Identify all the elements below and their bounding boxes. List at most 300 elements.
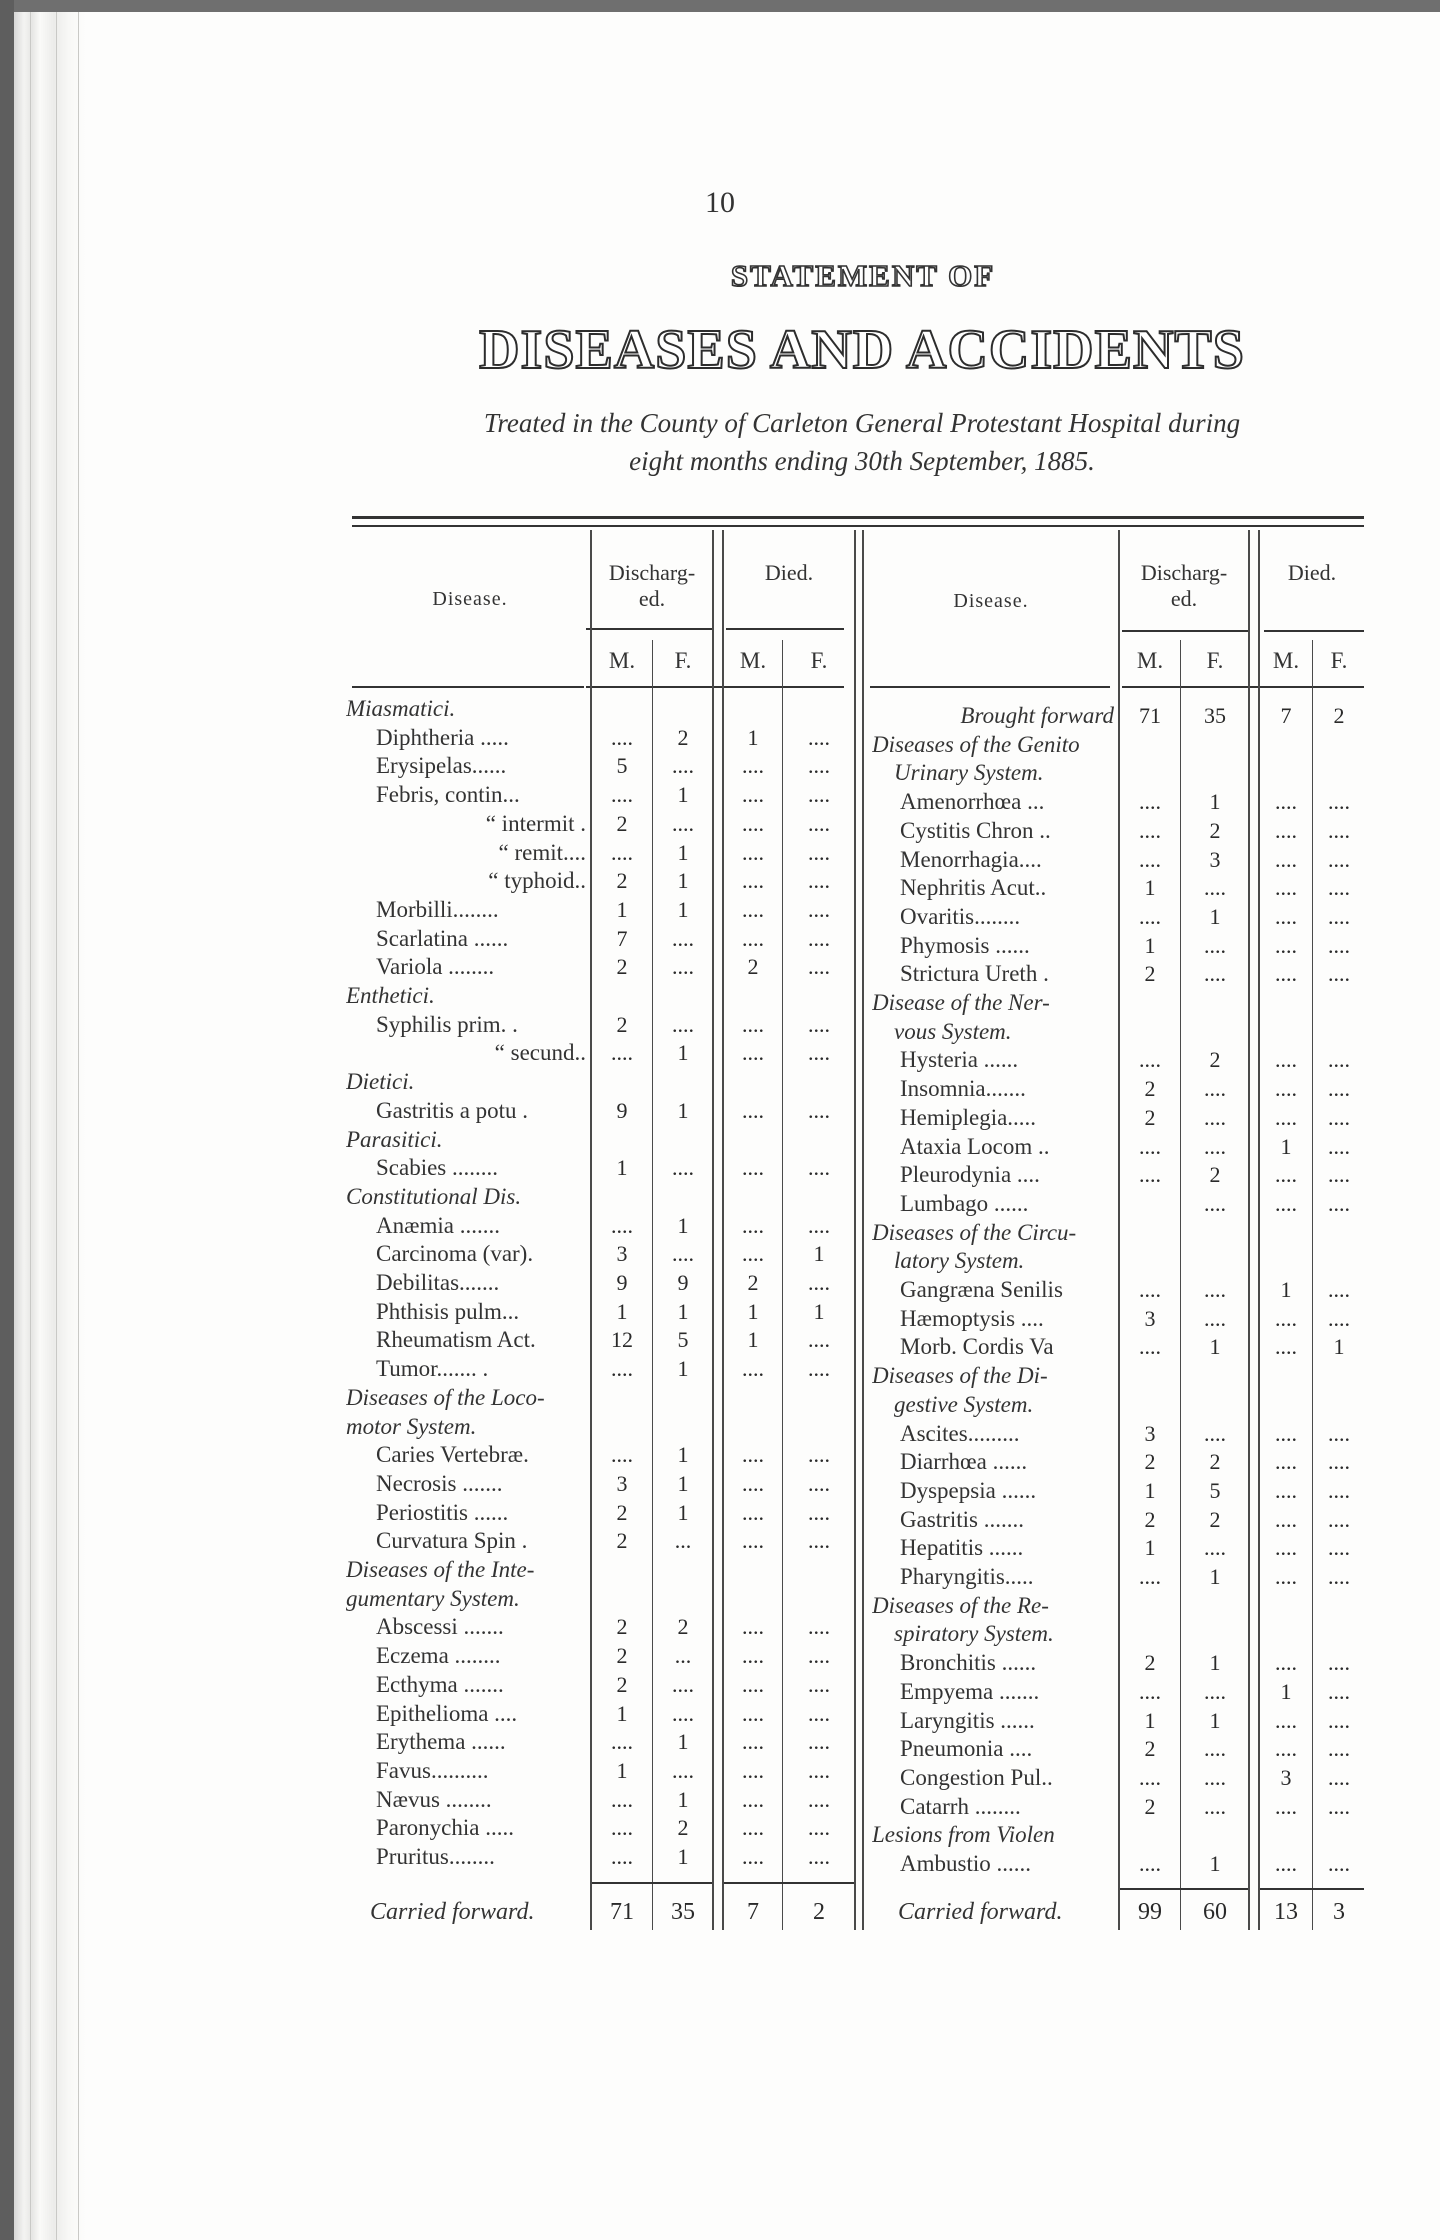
- died-f-value: ....: [1328, 1305, 1350, 1331]
- died-m-value: 1: [747, 724, 759, 750]
- discharged-m-value: 71: [1139, 703, 1161, 728]
- disease-label: Diseases of the Genito: [872, 731, 1080, 757]
- right-total-discharged-f: 60: [1203, 1899, 1227, 1925]
- died-m-value: 1: [1280, 1277, 1292, 1302]
- discharged-f-value: ....: [1204, 875, 1226, 901]
- discharged-f-value: 1: [677, 868, 689, 894]
- disease-label: Menorrhagia....: [900, 846, 1042, 872]
- discharged-rule-left: [586, 628, 712, 630]
- discharged-f-value: [1182, 1362, 1248, 1391]
- died-f-value: [1314, 759, 1364, 788]
- disease-label: Lesions from Violen: [872, 1822, 1055, 1848]
- died-f-value: [1314, 1018, 1364, 1047]
- discharged-f-value: 1: [677, 1786, 689, 1812]
- header-discharged-line1: Discharg-: [1140, 560, 1228, 585]
- discharged-m-value: 1: [1144, 932, 1156, 958]
- discharged-f-value: 1: [677, 1097, 689, 1123]
- discharged-m-value: 2: [1144, 961, 1156, 987]
- discharged-m-value: ....: [611, 1815, 633, 1841]
- disease-label: Epithelioma ....: [376, 1700, 518, 1726]
- discharged-m-value: [1120, 1620, 1180, 1649]
- table-top-rule: [352, 516, 1364, 519]
- disease-label: Syphilis prim. .: [376, 1011, 518, 1037]
- discharged-f-value: [1182, 1018, 1248, 1047]
- totals-row: [0, 1898, 1440, 1927]
- discharged-m-value: 1: [1144, 1477, 1156, 1503]
- left-total-discharged-m: 71: [610, 1899, 634, 1925]
- table-row: [0, 1333, 1440, 1362]
- totals-rule: [1260, 1888, 1364, 1890]
- discharged-f-value: ....: [1204, 1190, 1226, 1216]
- disease-label: Miasmatici.: [346, 696, 456, 721]
- header-rule-right: [870, 686, 1110, 688]
- table-row: [0, 1506, 1440, 1535]
- died-m-value: ....: [742, 1040, 764, 1066]
- died-m-value: ....: [742, 753, 764, 779]
- disease-label: Hepatitis ......: [900, 1535, 1024, 1561]
- disease-label: latory System.: [894, 1248, 1025, 1274]
- table-row: [0, 1391, 1440, 1420]
- died-m-value: ....: [1275, 1449, 1297, 1475]
- disease-label: Tumor....... .: [376, 1356, 489, 1382]
- disease-label: Paronychia .....: [376, 1815, 514, 1841]
- header-died-m-right: M.: [1272, 648, 1300, 673]
- died-f-value: ....: [1328, 1076, 1350, 1102]
- subtitle-line-1: Treated in the County of Carleton General Protestant Hospital during: [483, 408, 1241, 438]
- disease-label: Ambustio ......: [900, 1851, 1031, 1876]
- discharged-m-value: ....: [1139, 789, 1161, 815]
- table-row: [0, 1592, 1440, 1621]
- discharged-f-value: 2: [1209, 1047, 1221, 1073]
- left-carried-forward-label: Carried forward.: [370, 1899, 535, 1925]
- header-discharged-m-left: M.: [608, 648, 636, 673]
- died-m-value: ....: [742, 868, 764, 894]
- died-f-value: ....: [1328, 1190, 1350, 1216]
- discharged-m-value: 2: [1144, 1449, 1156, 1475]
- died-m-value: ....: [1275, 1334, 1297, 1360]
- died-f-value: ....: [808, 753, 830, 779]
- died-f-value: ....: [808, 1155, 830, 1181]
- header-died-right: Died.: [1287, 560, 1337, 585]
- discharged-f-value: 1: [1209, 1707, 1221, 1733]
- died-m-value: [1260, 731, 1312, 760]
- table-row: [0, 1707, 1440, 1736]
- disease-label: motor System.: [346, 1413, 477, 1439]
- died-f-value: ....: [808, 1356, 830, 1382]
- died-m-value: ....: [742, 1844, 764, 1869]
- discharged-m-value: 3: [1144, 1420, 1156, 1446]
- table-row: [0, 1735, 1440, 1764]
- disease-label: Catarrh ........: [900, 1793, 1021, 1819]
- discharged-f-value: ....: [1204, 1277, 1226, 1302]
- died-f-value: [1314, 731, 1364, 760]
- discharged-f-value: ....: [672, 810, 694, 836]
- died-m-value: 3: [1280, 1764, 1292, 1790]
- discharged-m-value: ....: [1139, 1277, 1161, 1302]
- died-m-value: ....: [1275, 1162, 1297, 1188]
- discharged-f-value: ....: [1204, 1305, 1226, 1331]
- died-m-value: 7: [1280, 703, 1292, 728]
- died-f-value: ....: [1328, 961, 1350, 987]
- disease-label: Nephritis Acut..: [900, 875, 1047, 901]
- disease-label: Caries Vertebræ.: [376, 1442, 529, 1468]
- died-m-value: ....: [742, 1442, 764, 1468]
- discharged-m-value: 7: [616, 925, 628, 951]
- discharged-m-value: ....: [611, 782, 633, 808]
- discharged-f-value: 1: [1209, 1851, 1221, 1876]
- discharged-m-value: [1120, 759, 1180, 788]
- discharged-f-value: ....: [672, 954, 694, 980]
- discharged-m-value: 2: [616, 1499, 628, 1525]
- died-f-value: ....: [808, 896, 830, 922]
- discharged-f-value: 1: [677, 1729, 689, 1755]
- disease-label: Bronchitis ......: [900, 1650, 1037, 1676]
- discharged-f-value: 2: [1209, 1506, 1221, 1532]
- died-m-value: ....: [742, 1470, 764, 1496]
- table-row: [0, 1247, 1440, 1276]
- died-m-value: ....: [742, 1643, 764, 1669]
- table-row: [0, 1534, 1440, 1563]
- died-f-value: ....: [1328, 1535, 1350, 1561]
- discharged-f-value: [1182, 1247, 1248, 1276]
- died-m-value: ....: [742, 1241, 764, 1267]
- discharged-f-value: ....: [672, 1671, 694, 1697]
- died-f-value: ....: [808, 1700, 830, 1726]
- discharged-m-value: ....: [1139, 1047, 1161, 1073]
- header-discharged-line2: ed.: [638, 586, 666, 611]
- died-f-value: ....: [808, 724, 830, 750]
- discharged-m-value: ....: [611, 839, 633, 865]
- died-m-value: ....: [1275, 846, 1297, 872]
- discharged-f-value: [1182, 1391, 1248, 1420]
- table-row: [0, 1161, 1440, 1190]
- right-total-died-f: 3: [1333, 1899, 1345, 1925]
- header-died-f-left: F.: [810, 648, 828, 673]
- scan-top-border: [0, 0, 1440, 12]
- discharged-f-value: 2: [677, 1815, 689, 1841]
- discharged-m-value: [1120, 731, 1180, 760]
- discharged-m-value: [1120, 1190, 1180, 1219]
- disease-label: Pruritus........: [376, 1844, 495, 1869]
- header-rule-right-nums: [1122, 686, 1364, 688]
- disease-label: Brought forward: [960, 703, 1114, 728]
- died-m-value: ....: [1275, 1851, 1297, 1876]
- died-m-value: ....: [1275, 1190, 1297, 1216]
- disease-label: Pharyngitis.....: [900, 1564, 1034, 1589]
- died-m-value: ....: [742, 1729, 764, 1755]
- discharged-f-value: [1182, 1219, 1248, 1248]
- discharged-m-value: ....: [611, 1212, 633, 1238]
- disease-label: Diseases of the Loco-: [346, 1384, 545, 1410]
- discharged-m-value: 2: [1144, 1793, 1156, 1819]
- disease-label: Enthetici.: [346, 983, 435, 1008]
- discharged-m-value: 9: [616, 1270, 628, 1295]
- table-row: [0, 1305, 1440, 1334]
- disease-label: vous System.: [894, 1018, 1012, 1044]
- discharged-f-value: 2: [1209, 817, 1221, 843]
- died-m-value: ....: [742, 1097, 764, 1123]
- died-m-value: ....: [742, 839, 764, 865]
- died-f-value: ....: [1328, 932, 1350, 958]
- died-m-value: ....: [1275, 932, 1297, 958]
- discharged-f-value: ....: [1204, 1764, 1226, 1790]
- disease-label: Laryngitis ......: [900, 1707, 1035, 1733]
- died-m-value: ....: [742, 1155, 764, 1181]
- totals-rule: [592, 1882, 712, 1884]
- discharged-m-value: 1: [1144, 875, 1156, 901]
- died-m-value: [1260, 1018, 1312, 1047]
- table-row: [0, 1018, 1440, 1047]
- disease-label: gestive System.: [894, 1391, 1034, 1417]
- disease-label: Parasitici.: [346, 1126, 443, 1152]
- discharged-f-value: 1: [677, 1470, 689, 1496]
- right-total-discharged-m: 99: [1138, 1899, 1162, 1925]
- disease-label: Nævus ........: [376, 1786, 492, 1812]
- totals-rule: [724, 1882, 854, 1884]
- discharged-f-value: 5: [677, 1327, 689, 1353]
- died-f-value: ....: [808, 925, 830, 951]
- discharged-m-value: 2: [616, 1011, 628, 1037]
- discharged-f-value: 1: [677, 1844, 689, 1869]
- discharged-f-value: ....: [1204, 932, 1226, 958]
- disease-label: Diseases of the Circu-: [872, 1219, 1077, 1245]
- disease-label: Carcinoma (var).: [376, 1241, 534, 1267]
- page-number: 10: [705, 186, 735, 219]
- table-row: [0, 1075, 1440, 1104]
- died-m-value: [1260, 1247, 1312, 1276]
- died-f-value: ....: [1328, 1104, 1350, 1130]
- died-f-value: [1314, 1362, 1364, 1391]
- table-row: [0, 1821, 1440, 1850]
- discharged-m-value: 2: [1144, 1736, 1156, 1762]
- died-m-value: ....: [742, 1786, 764, 1812]
- died-f-value: ....: [808, 1442, 830, 1468]
- died-f-value: ....: [808, 1729, 830, 1755]
- died-f-value: ....: [808, 810, 830, 836]
- discharged-m-value: ....: [611, 1729, 633, 1755]
- died-f-value: [1314, 1219, 1364, 1248]
- disease-label: Scabies ........: [376, 1155, 499, 1181]
- died-f-value: ....: [1328, 846, 1350, 872]
- died-m-value: ....: [1275, 1076, 1297, 1102]
- died-f-value: ....: [808, 1528, 830, 1554]
- discharged-f-value: 1: [677, 1499, 689, 1525]
- table-row: [0, 1448, 1440, 1477]
- right-total-died-m: 13: [1274, 1899, 1298, 1925]
- died-f-value: ....: [808, 1757, 830, 1783]
- died-f-value: ....: [808, 1270, 830, 1295]
- disease-label: spiratory System.: [894, 1621, 1054, 1647]
- died-m-value: ....: [1275, 1477, 1297, 1503]
- died-f-value: ....: [1328, 1477, 1350, 1503]
- discharged-f-value: [1182, 1821, 1248, 1850]
- died-f-value: ....: [1328, 1047, 1350, 1073]
- table-row: [0, 1104, 1440, 1133]
- discharged-m-value: ....: [611, 1844, 633, 1869]
- disease-label: Debilitas.......: [376, 1270, 500, 1295]
- disease-label: Variola ........: [376, 954, 495, 980]
- discharged-f-value: ....: [672, 925, 694, 951]
- discharged-f-value: ....: [1204, 1133, 1226, 1159]
- died-m-value: ....: [1275, 875, 1297, 901]
- disease-label: Congestion Pul..: [900, 1764, 1053, 1790]
- died-m-value: ....: [742, 1614, 764, 1640]
- discharged-m-value: 1: [616, 1155, 628, 1181]
- died-m-value: ....: [1275, 1564, 1297, 1589]
- discharged-m-value: [1120, 989, 1180, 1018]
- discharged-m-value: 3: [1144, 1305, 1156, 1331]
- discharged-f-value: ....: [1204, 1076, 1226, 1102]
- discharged-m-value: 3: [616, 1241, 628, 1267]
- header-discharged-line1: Discharg-: [608, 560, 696, 585]
- disease-label: Ecthyma .......: [376, 1671, 504, 1697]
- discharged-rule-right: [1122, 630, 1250, 632]
- died-f-value: ....: [1328, 1678, 1350, 1704]
- died-m-value: [1260, 1219, 1312, 1248]
- disease-label: Urinary System.: [894, 760, 1044, 786]
- discharged-m-value: 2: [616, 1528, 628, 1554]
- disease-label: Gastritis .......: [900, 1506, 1024, 1532]
- died-rule-left: [726, 628, 844, 630]
- discharged-f-value: ....: [1204, 1793, 1226, 1819]
- died-f-value: ....: [1328, 1564, 1350, 1589]
- died-m-value: [1260, 1821, 1312, 1850]
- discharged-m-value: ....: [611, 1040, 633, 1066]
- died-f-value: ....: [1328, 1851, 1350, 1876]
- subtitle: [352, 404, 1372, 480]
- discharged-m-value: ....: [1139, 1162, 1161, 1188]
- table-row: [0, 1649, 1440, 1678]
- died-m-value: ....: [742, 1212, 764, 1238]
- discharged-f-value: ....: [672, 1700, 694, 1726]
- left-total-died-f: 2: [813, 1899, 825, 1925]
- totals-rule: [1120, 1888, 1248, 1890]
- died-f-value: ....: [808, 1040, 830, 1066]
- died-m-value: ....: [742, 1499, 764, 1525]
- disease-label: Phymosis ......: [900, 932, 1030, 958]
- died-f-value: [1314, 1592, 1364, 1621]
- header-died-f-right: F.: [1330, 648, 1348, 673]
- table-row: [0, 1133, 1440, 1162]
- discharged-m-value: ....: [1139, 903, 1161, 929]
- table-row: [0, 1793, 1440, 1822]
- discharged-f-value: 1: [1209, 1334, 1221, 1360]
- discharged-f-value: 3: [1209, 846, 1221, 872]
- discharged-m-value: ....: [1139, 817, 1161, 843]
- died-f-value: 1: [1333, 1334, 1345, 1360]
- died-m-value: 1: [747, 1298, 759, 1324]
- table-top-rule: [352, 525, 1364, 527]
- discharged-m-value: ....: [611, 1356, 633, 1382]
- table-row: [0, 759, 1440, 788]
- discharged-m-value: ....: [1139, 1133, 1161, 1159]
- discharged-f-value: ....: [1204, 961, 1226, 987]
- died-f-value: ....: [1328, 1449, 1350, 1475]
- disease-label: Gastritis a potu .: [376, 1097, 529, 1123]
- died-m-value: ....: [742, 896, 764, 922]
- disease-label: Erythema ......: [376, 1729, 506, 1755]
- discharged-f-value: ....: [672, 1155, 694, 1181]
- died-f-value: ....: [1328, 1133, 1350, 1159]
- died-m-value: 2: [747, 1270, 759, 1295]
- discharged-f-value: 2: [677, 1614, 689, 1640]
- disease-label: Eczema ........: [376, 1643, 501, 1669]
- died-f-value: ....: [1328, 1506, 1350, 1532]
- discharged-f-value: 1: [1209, 903, 1221, 929]
- discharged-m-value: 1: [616, 1757, 628, 1783]
- discharged-m-value: 2: [616, 810, 628, 836]
- died-f-value: 1: [813, 1298, 825, 1324]
- died-f-value: ....: [808, 1499, 830, 1525]
- header-disease-left: Disease.: [432, 588, 508, 610]
- disease-label: Febris, contin...: [376, 782, 520, 808]
- discharged-f-value: 1: [677, 839, 689, 865]
- died-f-value: ....: [1328, 1793, 1350, 1819]
- discharged-m-value: ....: [1139, 1564, 1161, 1589]
- heading-diseases-and-accidents: DISEASES AND ACCIDENTS: [479, 319, 1245, 381]
- discharged-f-value: ...: [674, 1528, 692, 1554]
- died-m-value: ....: [742, 1671, 764, 1697]
- died-f-value: ....: [1328, 903, 1350, 929]
- died-m-value: 1: [1280, 1133, 1292, 1159]
- header-died-left: Died.: [764, 560, 814, 585]
- disease-label: Diseases of the Re-: [872, 1592, 1049, 1618]
- died-f-value: ....: [1328, 1420, 1350, 1446]
- disease-label: Favus..........: [376, 1757, 489, 1783]
- discharged-f-value: ....: [1204, 1678, 1226, 1704]
- table-row: [0, 1219, 1440, 1248]
- died-m-value: ....: [742, 1815, 764, 1841]
- died-f-value: ....: [1328, 1764, 1350, 1790]
- disease-label: Morb. Cordis Va: [900, 1334, 1054, 1360]
- died-f-value: ....: [808, 1786, 830, 1812]
- discharged-m-value: 1: [1144, 1707, 1156, 1733]
- died-f-value: ....: [1328, 789, 1350, 815]
- discharged-f-value: 1: [1209, 789, 1221, 815]
- died-f-value: 1: [813, 1241, 825, 1267]
- died-m-value: ....: [1275, 1650, 1297, 1676]
- discharged-m-value: [1120, 1362, 1180, 1391]
- disease-label: Anæmia .......: [376, 1212, 500, 1238]
- died-f-value: ....: [1328, 1736, 1350, 1762]
- discharged-f-value: 1: [677, 896, 689, 922]
- disease-label: “ secund..: [494, 1040, 586, 1066]
- died-m-value: ....: [1275, 1707, 1297, 1733]
- discharged-m-value: ....: [1139, 1764, 1161, 1790]
- died-f-value: [1314, 1391, 1364, 1420]
- disease-label: Abscessi .......: [376, 1614, 504, 1640]
- disease-label: Periostitis ......: [376, 1499, 509, 1525]
- disease-label: “ remit....: [498, 839, 586, 865]
- disease-label: Lumbago ......: [900, 1190, 1029, 1216]
- discharged-m-value: 1: [1144, 1535, 1156, 1561]
- table-row: [0, 1620, 1440, 1649]
- died-m-value: ....: [742, 925, 764, 951]
- discharged-f-value: 9: [677, 1270, 689, 1295]
- died-f-value: ....: [1328, 1277, 1350, 1302]
- disease-label: Hysteria ......: [900, 1047, 1019, 1073]
- disease-label: Ascites.........: [900, 1420, 1020, 1446]
- died-f-value: ....: [1328, 1707, 1350, 1733]
- table-row: [0, 1678, 1440, 1707]
- discharged-m-value: ....: [611, 1442, 633, 1468]
- header-disease-right: Disease.: [953, 590, 1029, 612]
- died-m-value: [1260, 1391, 1312, 1420]
- discharged-f-value: 1: [1209, 1650, 1221, 1676]
- died-m-value: ....: [1275, 1736, 1297, 1762]
- died-f-value: ....: [808, 1011, 830, 1037]
- died-f-value: ....: [808, 1212, 830, 1238]
